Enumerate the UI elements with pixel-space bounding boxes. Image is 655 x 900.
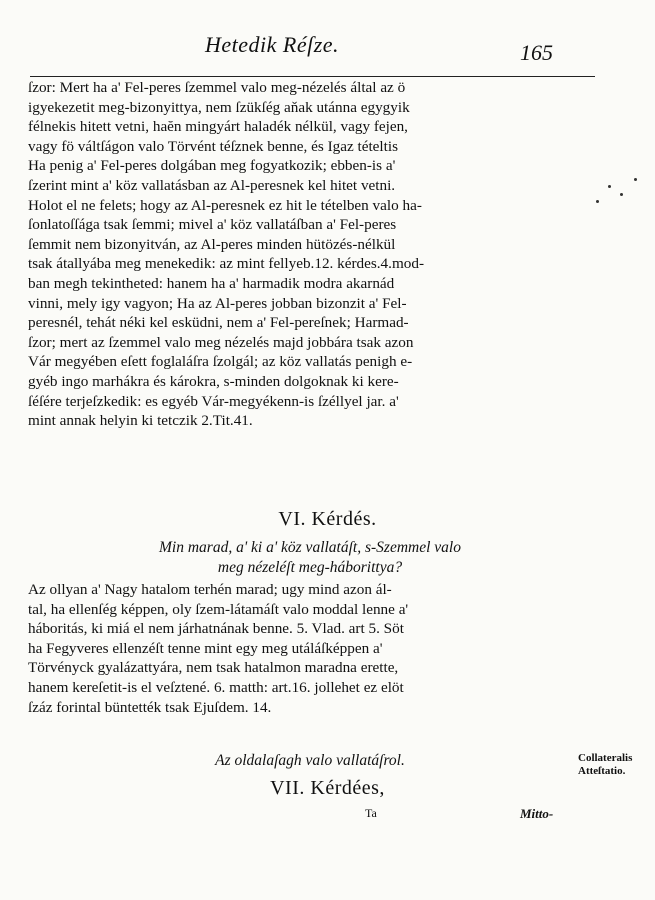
text-line: ſzor: Mert ha a' Fel-peres ſzemmel valo meg-nézelés által az ö [28,79,406,96]
page-number: 165 [520,40,553,65]
ink-speck [596,200,599,203]
text-line: ban megh tekintheted: hanem ha a' harmadik modra akarnád [28,274,395,292]
signature-mark: Ta [365,806,377,820]
text-line: háboritás, ki miá el nem járhatnának benne. 5. Vlad. art 5. Söt [28,620,404,638]
text-line: ſzáz forintal büntették tsak Ejuſdem. 14. [28,698,272,716]
header-rule [30,76,595,77]
sub-heading: Az oldalaſagh valo vallatáſrol. [215,752,405,769]
text-line: félnekis hitett vetni, haĕn mingyárt haladék nélkül, vagy fejen, [28,118,408,136]
text-line: ha Fegyveres ellenzéſt tenne mint egy meg utáláſképpen a' [28,639,383,657]
section-title-6 [0,538,620,578]
section-title-line: meg nézeléſt meg-háborittya? [217,559,403,576]
marginal-note-line: Collateralis [578,752,633,764]
catchword: Mitto- [520,806,554,821]
text-line: tal, ha ellenſég képpen, oly ſzem-látamáſt valo moddal lenne a' [28,600,409,618]
text-line: Ha penig a' Fel-peres dolgában meg fogyatkozik; ebben-is a' [28,157,396,175]
section-heading-7: VII. Kérdées, [270,777,385,799]
ink-speck [608,185,611,188]
body-paragraph [28,78,576,431]
text-line: mint annak helyin ki tetczik 2.Tit.41. [28,412,253,430]
text-line: gyéb ingo marhákra és károkra, s-minden dolgoknak ki kere- [28,372,399,390]
text-line: ſemmit nem bizonyitván, az Al-peres minden hütözés-nélkül [28,235,396,253]
text-line: ſzor; mert az ſzemmel valo meg nézelés majd jobbára tsak azon [28,333,414,351]
body-paragraph-2 [28,580,576,717]
ink-speck [634,178,637,181]
marginal-note [578,752,632,778]
text-line: vinni, mely igy vagyon; Ha az Al-peres jobban bizonzit a' Fel- [28,294,407,312]
text-line: tsak átallyába meg menekedik: az mint fellyeb.12. kérdes.4.mod- [28,255,425,273]
text-line: Vár megyében eſett foglaláſra ſzolgál; az köz vallatás penigh e- [28,353,413,371]
text-line: igyekezetit meg-bizonyittya, nem ſzükſég aňak utánna egygyik [28,98,410,116]
text-line: Törvényck gyalázattyára, nem tsak hatalmon maradna erette, [28,659,399,677]
text-line: hanem kereſetit-is el veſztené. 6. matth: art.16. jollehet ez elöt [28,678,404,696]
text-line: ſzerint mint a' köz vallatásban az Al-peresnek kel hitet vetni. [28,176,396,194]
section-heading-6: VI. Kérdés. [278,508,377,530]
text-line: Az ollyan a' Nagy hatalom terhén marad; ugy mind azon ál- [28,581,392,598]
section-title-line: Min marad, a' ki a' köz vallatáſt, s-Szemmel valo [159,539,461,556]
marginal-note-line: Atteſtatio. [578,765,626,777]
text-line: Holot el ne felets; hogy az Al-peresnek ez hit le tételben valo ha- [28,196,422,214]
text-line: ſéſére terjeſzkedik: es egyéb Vár-megyékenn-is ſzéllyel jar. a' [28,392,399,410]
text-line: peresnél, tehát néki kel esküdni, nem a' Fel-pereſnek; Harmad- [28,314,409,332]
text-line: ſonlatoſſága tsak ſemmi; mivel a' köz vallatáſban a' Fel-peres [28,216,397,234]
running-header: Hetedik Réſze. [205,32,340,57]
ink-speck [620,193,623,196]
text-line: vagy fö váltſágon valo Törvént téſznek benne, és Igaz tételtis [28,137,398,155]
